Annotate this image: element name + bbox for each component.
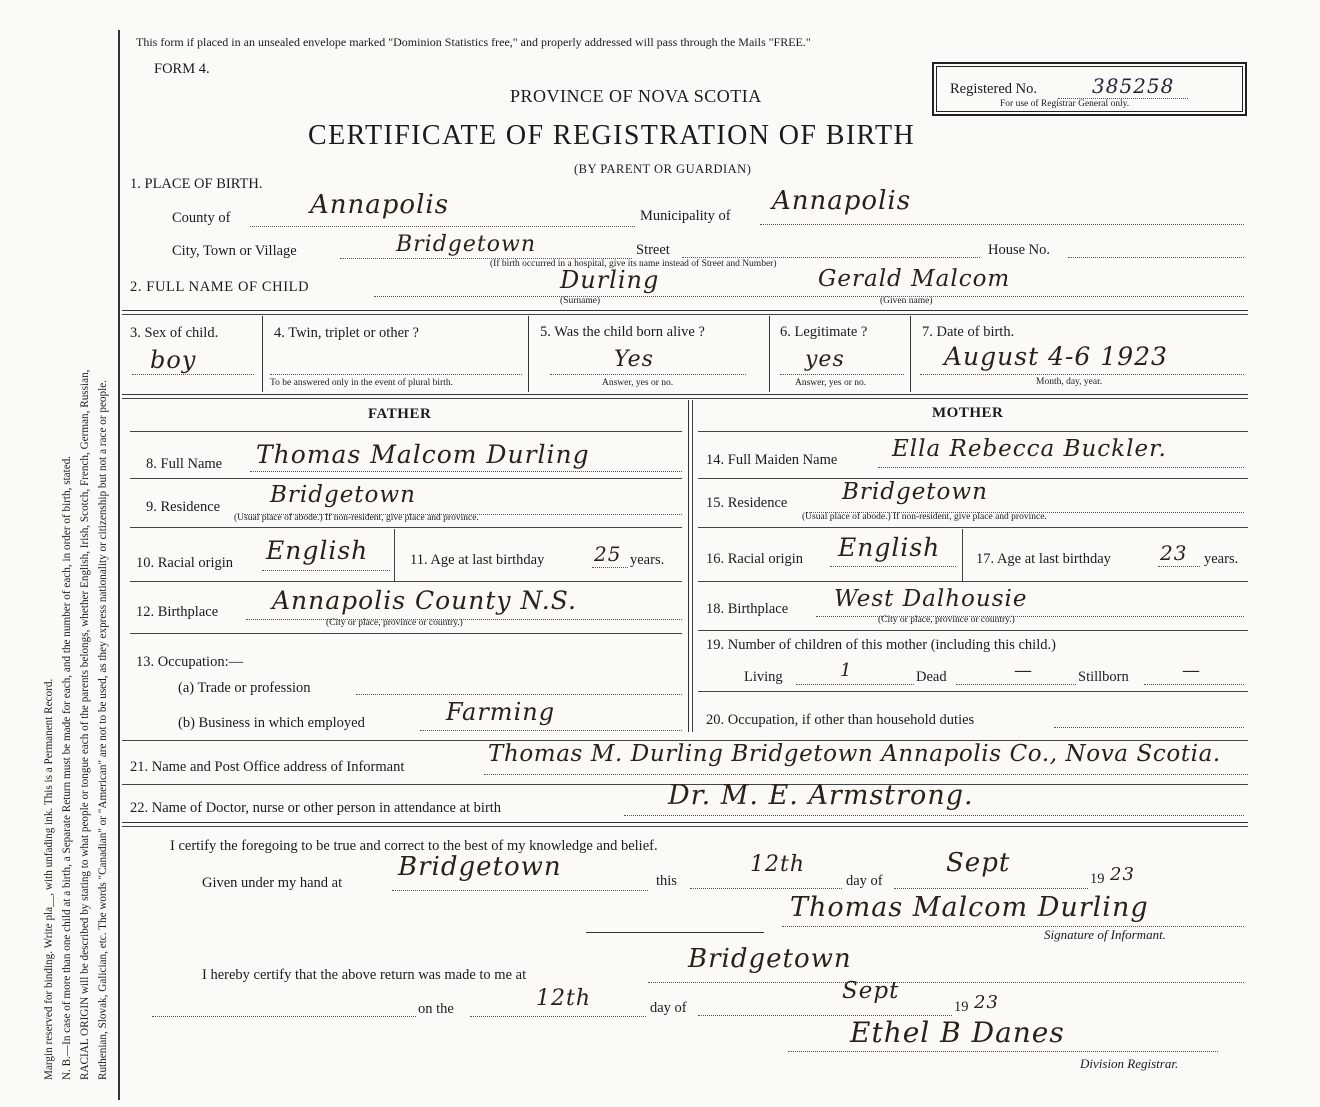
children-label: 19. Number of children of this mother (including this child.) [706, 637, 1056, 653]
given-year: 23 [1110, 864, 1135, 885]
hospital-note: (If birth occurred in a hospital, give its name instead of Street and Number) [490, 259, 777, 269]
registrar-month: Sept [842, 978, 900, 1004]
father-heading: FATHER [368, 406, 432, 422]
mother-name: Ella Rebecca Buckler. [892, 436, 1167, 462]
legit-value: yes [805, 347, 845, 372]
day-of-label: day of [846, 873, 883, 889]
margin-rule [118, 30, 120, 1100]
side-line-4: Ruthenian, Slovak, Galician, etc. The words "Canadian" or "American" are not to be used, as they express nationality or citizenship but not a race or people. [97, 380, 109, 1080]
business-label: (b) Business in which employed [178, 715, 365, 731]
registrar-day: 12th [536, 986, 592, 1011]
informant-value: Thomas M. Durling Bridgetown Annapolis Co., Nova Scotia. [488, 741, 1221, 767]
house-label: House No. [988, 242, 1051, 258]
given-caption: (Given name) [880, 296, 933, 306]
this-label: this [656, 873, 677, 889]
alive-caption: Answer, yes or no. [602, 378, 674, 388]
page-subtitle: (BY PARENT OR GUARDIAN) [574, 162, 752, 176]
twin-label: 4. Twin, triplet or other ? [274, 325, 419, 341]
legit-label: 6. Legitimate ? [780, 324, 868, 340]
father-racial: English [266, 536, 369, 565]
province-heading: PROVINCE OF NOVA SCOTIA [510, 86, 762, 106]
given-place: Bridgetown [398, 852, 562, 882]
father-birthplace: Annapolis County N.S. [272, 586, 577, 615]
given-year-prefix: 19 [1090, 871, 1105, 887]
registered-label: Registered No. [950, 81, 1037, 97]
county-label: County of [172, 210, 231, 226]
municipality-label: Municipality of [640, 208, 731, 224]
dob-label: 7. Date of birth. [922, 324, 1015, 340]
father-years: years. [630, 552, 665, 568]
registrar-line: I hereby certify that the above return was made to me at [202, 967, 527, 983]
place-heading: 1. PLACE OF BIRTH. [130, 176, 263, 192]
mother-age-label: 17. Age at last birthday [976, 551, 1111, 567]
page-title: CERTIFICATE OF REGISTRATION OF BIRTH [308, 120, 916, 151]
father-birthplace-label: 12. Birthplace [136, 604, 219, 620]
municipality-value: Annapolis [772, 186, 912, 216]
father-res-label: 9. Residence [146, 499, 221, 515]
blank-rule [586, 932, 764, 933]
living-value: 1 [840, 660, 853, 681]
side-margin-notes [40, 20, 112, 1080]
street-label: Street [636, 242, 670, 258]
registrar-year: 23 [974, 992, 999, 1013]
informant-signature: Thomas Malcom Durling [790, 892, 1149, 923]
father-racial-label: 10. Racial origin [136, 555, 234, 571]
child-name-label: 2. FULL NAME OF CHILD [130, 279, 310, 295]
county-value: Annapolis [310, 190, 450, 220]
dead-label: Dead [916, 669, 947, 685]
mother-years: years. [1204, 551, 1239, 567]
child-given-name: Gerald Malcom [818, 266, 1011, 292]
mother-age: 23 [1160, 541, 1188, 565]
father-age: 25 [594, 542, 622, 566]
registrar-caption: Division Registrar. [1080, 1056, 1179, 1071]
alive-label: 5. Was the child born alive ? [540, 324, 705, 340]
dob-value: August 4-6 1923 [944, 342, 1168, 371]
mother-racial-label: 16. Racial origin [706, 551, 804, 567]
registrar-year-prefix: 19 [954, 999, 969, 1015]
stillborn-value: — [1182, 660, 1201, 681]
alive-value: Yes [614, 347, 654, 372]
given-day: 12th [750, 852, 806, 877]
side-line-1: Margin reserved for binding. Write pla__, with unfading ink. This is a Permanent Record. [43, 678, 55, 1080]
mother-birthplace-label: 18. Birthplace [706, 601, 789, 617]
doctor-value: Dr. M. E. Armstrong. [668, 780, 974, 811]
city-label: City, Town or Village [172, 243, 297, 259]
sex-label: 3. Sex of child. [130, 325, 219, 341]
father-res-caption: (Usual place of abode.) If non-resident, give place and province. [234, 513, 479, 523]
mother-birthplace-caption: (City or place, province or country.) [878, 615, 1015, 625]
side-line-3: RACIAL ORIGIN will be described by stating to what people or tongue each of the parents belongs, whether English, Irish, Scotch, French, German, Russian, [79, 369, 91, 1080]
stillborn-label: Stillborn [1078, 669, 1129, 685]
surname-caption: (Surname) [560, 296, 601, 306]
father-res: Bridgetown [270, 482, 416, 508]
registered-box [932, 62, 1247, 116]
registrar-place: Bridgetown [688, 944, 852, 974]
dead-value: — [1014, 660, 1033, 681]
mother-res-caption: (Usual place of abode.) If non-resident, give place and province. [802, 512, 1047, 522]
twin-note: To be answered only in the event of plural birth. [270, 378, 453, 388]
father-age-label: 11. Age at last birthday [410, 552, 545, 568]
mother-res: Bridgetown [842, 479, 988, 505]
city-value: Bridgetown [396, 232, 536, 257]
mother-name-label: 14. Full Maiden Name [706, 452, 838, 468]
registrar-day-of-label: day of [650, 1000, 687, 1016]
registrar-note: For use of Registrar General only. [1000, 99, 1130, 109]
registered-number: 385258 [1092, 74, 1175, 98]
legit-caption: Answer, yes or no. [795, 378, 867, 388]
sex-value: boy [150, 346, 197, 374]
informant-label: 21. Name and Post Office address of Informant [130, 759, 405, 775]
living-label: Living [744, 669, 783, 685]
given-under-label: Given under my hand at [202, 875, 343, 891]
child-surname: Durling [560, 266, 660, 294]
form-number: FORM 4. [154, 61, 210, 77]
father-birthplace-caption: (City or place, province or country.) [326, 618, 463, 628]
business-value: Farming [446, 698, 556, 726]
registrar-signature: Ethel B Danes [850, 1016, 1065, 1049]
father-name-label: 8. Full Name [146, 456, 223, 472]
dob-caption: Month, day, year. [1036, 377, 1103, 387]
given-month: Sept [946, 848, 1011, 878]
doctor-label: 22. Name of Doctor, nurse or other person in attendance at birth [130, 800, 502, 816]
father-name: Thomas Malcom Durling [256, 440, 590, 469]
occupation-label: 13. Occupation:— [136, 654, 244, 670]
mother-racial: English [838, 533, 941, 562]
signature-caption: Signature of Informant. [1044, 927, 1166, 942]
side-line-2: N. B.—In case of more than one child at a birth, a Separate Return must be made for each, and the number of each, in order of birth, stated. [61, 455, 73, 1080]
mail-note: This form if placed in an unsealed envelope marked "Dominion Statistics free," and properly addressed will pass through the Mails "FREE." [136, 35, 811, 49]
mother-occupation-label: 20. Occupation, if other than household duties [706, 712, 975, 728]
mother-heading: MOTHER [932, 405, 1004, 421]
on-the-label: on the [418, 1001, 454, 1017]
trade-label: (a) Trade or profession [178, 680, 311, 696]
certify-line: I certify the foregoing to be true and correct to the best of my knowledge and belief. [170, 838, 658, 854]
mother-birthplace: West Dalhousie [834, 586, 1028, 612]
mother-res-label: 15. Residence [706, 495, 788, 511]
